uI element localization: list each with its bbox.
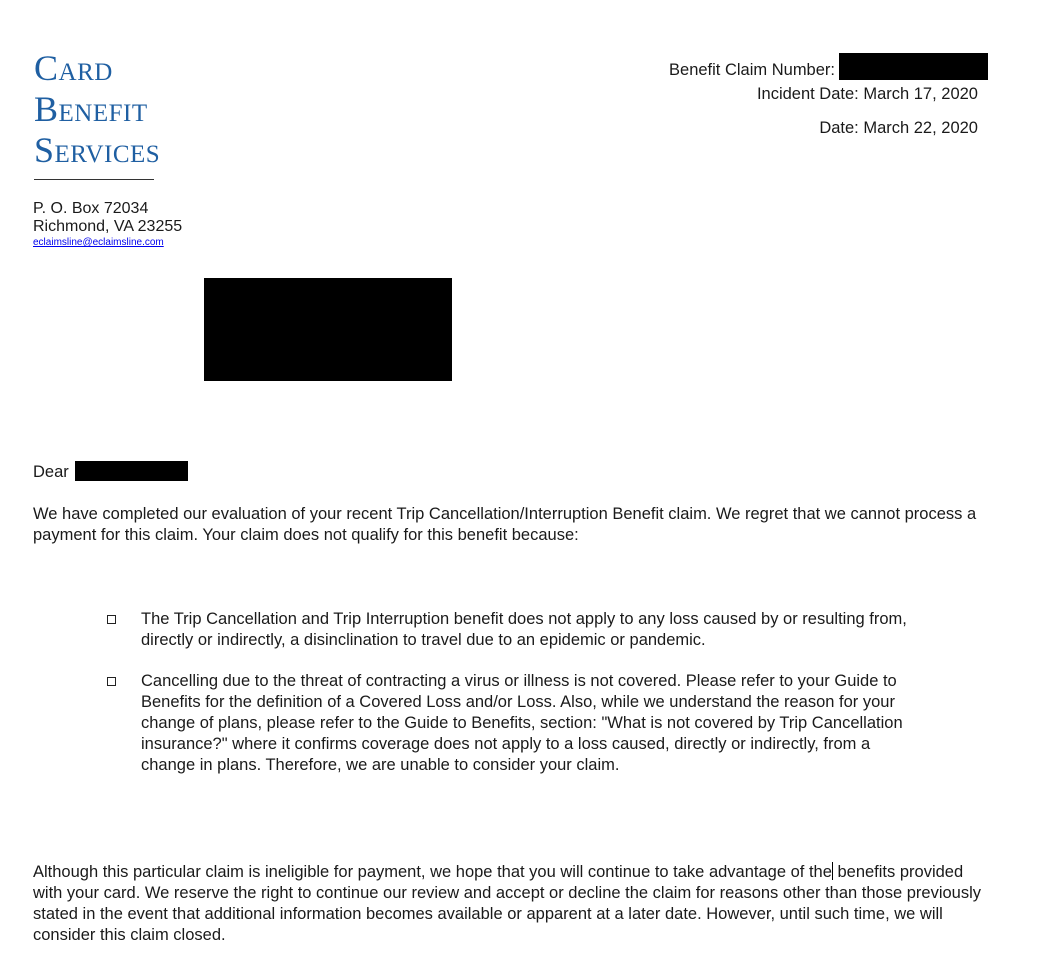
logo-line-card: Card xyxy=(34,48,113,88)
salutation-text: Dear xyxy=(33,463,69,481)
logo-line-benefit: Benefit xyxy=(34,89,148,129)
claim-number-row xyxy=(669,57,978,84)
salutation xyxy=(33,462,188,483)
return-address xyxy=(33,200,182,249)
claim-number-label: Benefit Claim Number: xyxy=(669,60,835,79)
claim-info xyxy=(669,57,978,139)
logo-divider xyxy=(34,179,154,180)
closing-text-end: benefits provided with your card. We reserve the right to continue our review and accept or decline the claim for reasons other than those previously stated in the event that additional information becomes available or apparent at a later date. However, until such time, we will consider this claim closed. xyxy=(33,863,982,944)
checkbox-icon[interactable] xyxy=(107,677,116,686)
logo-line-services: Services xyxy=(34,130,161,170)
letter-date: Date: March 22, 2020 xyxy=(819,119,978,137)
redacted-claim-number xyxy=(839,53,988,80)
address-city-state: Richmond, VA 23255 xyxy=(33,218,183,235)
list-item xyxy=(107,609,917,651)
redacted-recipient-name xyxy=(75,461,188,481)
closing-paragraph xyxy=(33,862,983,946)
address-po-box: P. O. Box 72034 xyxy=(33,200,149,217)
incident-date: Incident Date: March 17, 2020 xyxy=(756,85,978,103)
checkbox-icon[interactable] xyxy=(107,615,116,624)
redacted-recipient-address xyxy=(204,278,452,381)
denial-reasons-list xyxy=(107,609,917,796)
list-item xyxy=(107,671,917,776)
reason-text: Cancelling due to the threat of contracting a virus or illness is not covered. Please refer to your Guide to Benefits for the definition of a Covered Loss and/or Loss. Also, while we understand the reason for your change of plans, please refer to the Guide to Benefits, section: "What is not covered by Trip Cancellation insurance?" where it confirms coverage does not apply to a loss caused, directly or indirectly, from a change in plans. Therefore, we are unable to consider your claim. xyxy=(141,672,903,774)
intro-paragraph: We have completed our evaluation of your recent Trip Cancellation/Interruption Benefit claim. We regret that we cannot process a payment for this claim. Your claim does not qualify for this benefit because: xyxy=(33,505,977,544)
email-link[interactable]: eclaimsline@eclaimsline.com xyxy=(33,237,164,248)
reason-text: The Trip Cancellation and Trip Interruption benefit does not apply to any loss caused by or resulting from, directly or indirectly, a disinclination to travel due to an epidemic or pandemic. xyxy=(141,610,907,649)
company-logo xyxy=(34,48,160,171)
closing-text-start: Although this particular claim is ineligible for payment, we hope that you will continue to take advantage of the xyxy=(33,863,832,881)
